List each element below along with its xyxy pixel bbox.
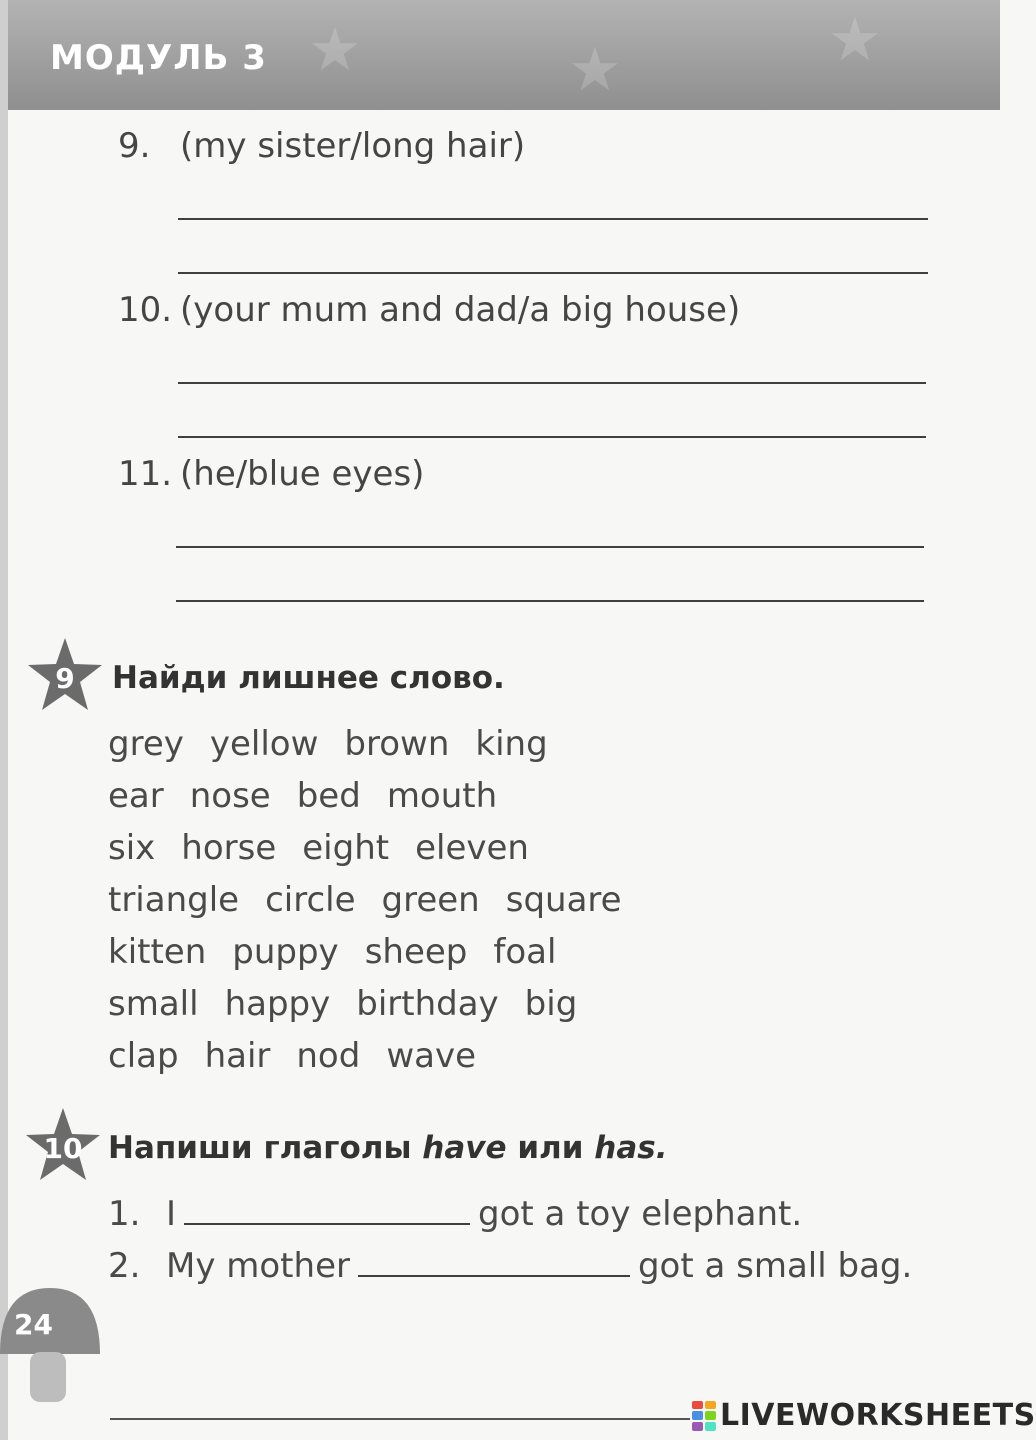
item-after: got a small bag.: [637, 1246, 913, 1286]
word[interactable]: king: [475, 724, 548, 764]
item-number: 2.: [108, 1246, 141, 1286]
exercise-title: [108, 1130, 667, 1166]
answer-blank[interactable]: [358, 1247, 630, 1277]
liveworksheets-icon: [692, 1401, 716, 1431]
word[interactable]: sheep: [364, 932, 468, 972]
module-header: [8, 0, 1000, 110]
answer-line[interactable]: [176, 546, 924, 548]
answer-line[interactable]: [178, 218, 928, 220]
brand-name: LIVEWORKSHEETS: [720, 1398, 1036, 1433]
prompt-number: 9.: [118, 126, 151, 166]
word-row: [108, 1036, 502, 1076]
prompt-text: (he/blue eyes): [180, 454, 425, 494]
word[interactable]: ear: [108, 776, 164, 816]
word[interactable]: eleven: [415, 828, 529, 868]
word[interactable]: six: [108, 828, 156, 868]
item-before: I: [166, 1194, 177, 1234]
word[interactable]: green: [381, 880, 480, 920]
word[interactable]: hair: [204, 1036, 271, 1076]
footer-rule: [110, 1418, 690, 1420]
answer-line[interactable]: [178, 382, 926, 384]
prompt-number: 11.: [118, 454, 173, 494]
word[interactable]: happy: [224, 984, 331, 1024]
word[interactable]: square: [505, 880, 622, 920]
exercise-number: 9: [55, 661, 75, 695]
word[interactable]: brown: [344, 724, 450, 764]
word[interactable]: bed: [296, 776, 361, 816]
title-has: has.: [594, 1130, 668, 1166]
prompt-9: [118, 126, 525, 166]
exercise-badge: [26, 636, 104, 714]
item-before: My mother: [166, 1246, 350, 1286]
exercise-item-2: [108, 1246, 912, 1286]
mushroom-icon: [0, 1280, 110, 1410]
exercise-item-1: [108, 1194, 802, 1234]
title-prefix: Напиши глаголы: [108, 1130, 423, 1166]
star-decoration-icon: ★: [308, 15, 362, 85]
word-row: [108, 932, 582, 972]
word[interactable]: mouth: [386, 776, 498, 816]
page-number: 24: [14, 1308, 53, 1341]
title-have: have: [422, 1130, 507, 1166]
word[interactable]: yellow: [209, 724, 319, 764]
title-mid: или: [506, 1130, 595, 1166]
exercise-badge: [24, 1106, 102, 1184]
word-row: [108, 828, 555, 868]
word-row: [108, 880, 648, 920]
word[interactable]: grey: [108, 724, 184, 764]
word[interactable]: kitten: [108, 932, 207, 972]
prompt-text: (my sister/long hair): [180, 126, 526, 166]
answer-line[interactable]: [178, 436, 926, 438]
word[interactable]: big: [524, 984, 578, 1024]
word[interactable]: nod: [296, 1036, 361, 1076]
prompt-10: [118, 290, 740, 330]
word-row: [108, 724, 574, 764]
word[interactable]: horse: [181, 828, 277, 868]
word[interactable]: small: [108, 984, 199, 1024]
page-edge: [0, 0, 8, 1440]
word[interactable]: circle: [265, 880, 356, 920]
star-decoration-icon: ★: [568, 35, 622, 105]
exercise-title: Найди лишнее слово.: [112, 660, 505, 696]
liveworksheets-logo: [692, 1398, 1036, 1433]
word-row: [108, 776, 523, 816]
star-decoration-icon: ★: [828, 5, 882, 75]
word[interactable]: clap: [108, 1036, 179, 1076]
item-number: 1.: [108, 1194, 141, 1234]
answer-line[interactable]: [178, 272, 928, 274]
word[interactable]: wave: [386, 1036, 476, 1076]
word[interactable]: birthday: [356, 984, 499, 1024]
exercise-number: 10: [43, 1131, 83, 1165]
word[interactable]: puppy: [232, 932, 339, 972]
prompt-number: 10.: [118, 290, 173, 330]
word[interactable]: nose: [189, 776, 271, 816]
answer-line[interactable]: [176, 600, 924, 602]
item-after: got a toy elephant.: [478, 1194, 803, 1234]
word[interactable]: eight: [302, 828, 390, 868]
prompt-11: [118, 454, 424, 494]
word[interactable]: triangle: [108, 880, 240, 920]
answer-blank[interactable]: [184, 1195, 470, 1225]
word-row: [108, 984, 603, 1024]
module-title: МОДУЛЬ 3: [50, 38, 267, 78]
prompt-text: (your mum and dad/a big house): [180, 290, 741, 330]
word[interactable]: foal: [493, 932, 557, 972]
